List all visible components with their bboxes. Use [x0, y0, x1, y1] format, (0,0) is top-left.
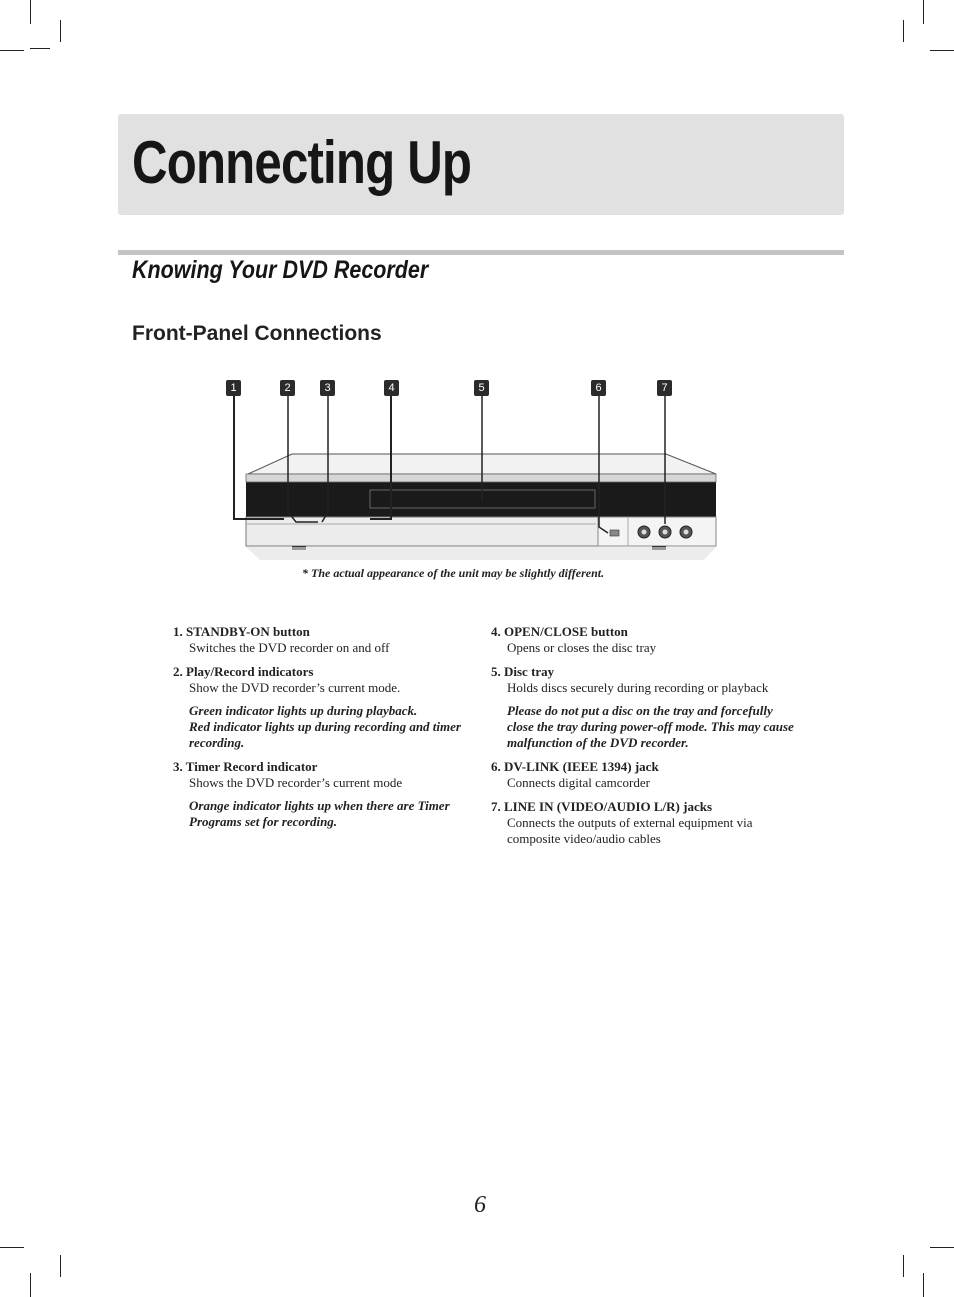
crop-mark: [30, 1273, 31, 1297]
dvd-recorder-illustration: [220, 376, 730, 568]
item-note-line: Red indicator lights up during recording and timer recording.: [189, 719, 461, 750]
crop-mark: [60, 1255, 61, 1277]
callout-5: 5: [474, 380, 489, 396]
item-note-line: Green indicator lights up during playback.: [189, 703, 418, 718]
section-rule: [118, 250, 844, 255]
item-description: Opens or closes the disc tray: [507, 640, 657, 655]
crop-mark: [0, 1247, 24, 1248]
crop-mark: [30, 48, 50, 49]
chapter-title-band: [118, 114, 844, 215]
crop-mark: [30, 0, 31, 24]
item-heading: 5. Disc tray: [491, 664, 555, 679]
diagram-caption: * The actual appearance of the unit may be slightly different.: [302, 566, 605, 580]
subsection-title: Front-Panel Connections: [132, 322, 382, 345]
crop-mark: [903, 1255, 904, 1277]
crop-mark: [923, 0, 924, 24]
item-heading: 6. DV-LINK (IEEE 1394) jack: [491, 759, 659, 774]
list-item: [173, 664, 483, 751]
item-description: Shows the DVD recorder’s current mode: [189, 775, 403, 790]
crop-mark: [0, 50, 24, 51]
callout-1: 1: [226, 380, 241, 396]
items-left-column: [173, 624, 483, 838]
item-note: Please do not put a disc on the tray and forcefully close the tray during power-off mode. This may cause malfunction of the DVD recorder.: [507, 703, 794, 750]
dvd-recorder-diagram: [220, 376, 730, 568]
callout-4: 4: [384, 380, 399, 396]
item-heading: 2. Play/Record indicators: [173, 664, 314, 679]
callout-6: 6: [591, 380, 606, 396]
items-right-column: [491, 624, 801, 855]
crop-mark: [923, 1273, 924, 1297]
chapter-title: Connecting Up: [132, 129, 472, 196]
list-item: [173, 759, 483, 830]
item-description: Switches the DVD recorder on and off: [189, 640, 390, 655]
item-heading: 4. OPEN/CLOSE button: [491, 624, 628, 639]
crop-mark: [930, 1247, 954, 1248]
crop-mark: [930, 50, 954, 51]
callout-7: 7: [657, 380, 672, 396]
item-note: Orange indicator lights up when there are Timer Programs set for recording.: [189, 798, 450, 829]
item-heading: 3. Timer Record indicator: [173, 759, 318, 774]
list-item: [491, 799, 801, 847]
list-item: [491, 664, 801, 751]
crop-mark: [60, 20, 61, 42]
item-heading: 1. STANDBY-ON button: [173, 624, 310, 639]
item-heading: 7. LINE IN (VIDEO/AUDIO L/R) jacks: [491, 799, 713, 814]
item-description: Connects digital camcorder: [507, 775, 650, 790]
callout-3: 3: [320, 380, 335, 396]
section-title: Knowing Your DVD Recorder: [132, 256, 429, 284]
item-description: Holds discs securely during recording or playback: [507, 680, 769, 695]
crop-mark: [903, 20, 904, 42]
item-note: [173, 703, 483, 751]
item-description: Show the DVD recorder’s current mode.: [189, 680, 401, 695]
item-description: Connects the outputs of external equipment via composite video/audio cables: [507, 815, 753, 846]
list-item: [173, 624, 483, 656]
page-number: 6: [474, 1192, 486, 1218]
callout-2: 2: [280, 380, 295, 396]
list-item: [491, 624, 801, 656]
list-item: [491, 759, 801, 791]
